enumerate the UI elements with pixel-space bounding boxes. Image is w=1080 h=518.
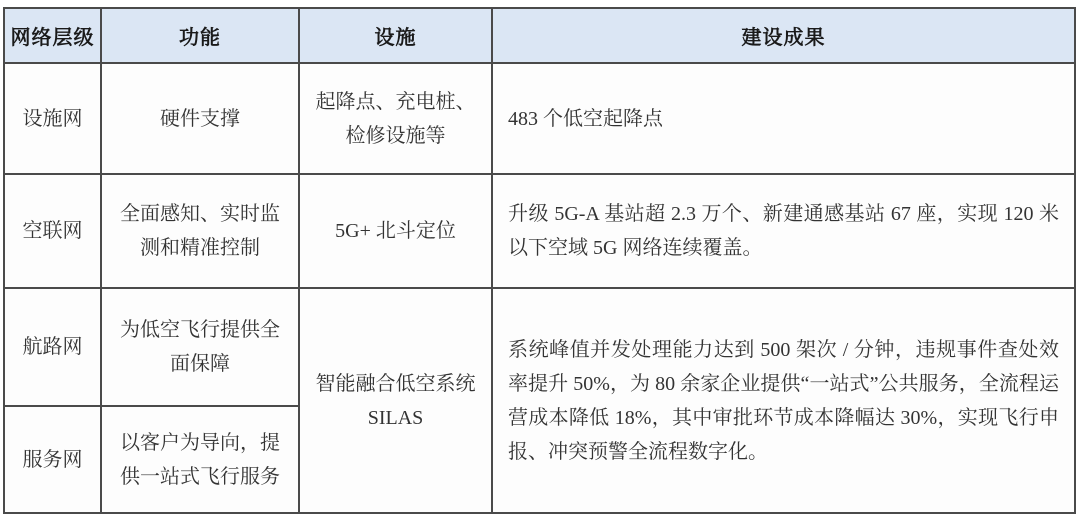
column-header-facility: 设施 [299, 8, 492, 63]
table-row-facility-network [4, 63, 1075, 174]
cell-function-facility-network: 硬件支撑 [101, 63, 299, 174]
cell-function-air-link-network: 全面感知、实时监测和精准控制 [101, 174, 299, 288]
cell-function-air-route-network: 为低空飞行提供全面保障 [101, 288, 299, 406]
cell-facility-facility-network: 起降点、充电桩、检修设施等 [299, 63, 492, 174]
cell-layer-facility-network: 设施网 [4, 63, 101, 174]
column-header-function: 功能 [101, 8, 299, 63]
column-header-achievement: 建设成果 [492, 8, 1075, 63]
cell-function-service-network: 以客户为导向，提供一站式飞行服务 [101, 406, 299, 513]
cell-achievement-facility-network: 483 个低空起降点 [492, 63, 1075, 174]
network-levels-table [3, 7, 1076, 514]
column-header-network-layer: 网络层级 [4, 8, 101, 63]
table-row-air-link-network [4, 174, 1075, 288]
cell-achievement-air-link-network: 升级 5G-A 基站超 2.3 万个、新建通感基站 67 座，实现 120 米以下空域 5G 网络连续覆盖。 [492, 174, 1075, 288]
cell-facility-silas-merged: 智能融合低空系统 SILAS [299, 288, 492, 513]
table-row-air-route-network [4, 288, 1075, 406]
cell-achievement-silas-merged: 系统峰值并发处理能力达到 500 架次 / 分钟，违规事件查处效率提升 50%，为 80 余家企业提供“一站式”公共服务，全流程运营成本降低 18%，其中审批环节成本降幅达 30%，实现飞行申报、冲突预警全流程数字化。 [492, 288, 1075, 513]
cell-facility-air-link-network: 5G+ 北斗定位 [299, 174, 492, 288]
header-row [4, 8, 1075, 63]
cell-layer-air-link-network: 空联网 [4, 174, 101, 288]
cell-layer-service-network: 服务网 [4, 406, 101, 513]
cell-layer-air-route-network: 航路网 [4, 288, 101, 406]
